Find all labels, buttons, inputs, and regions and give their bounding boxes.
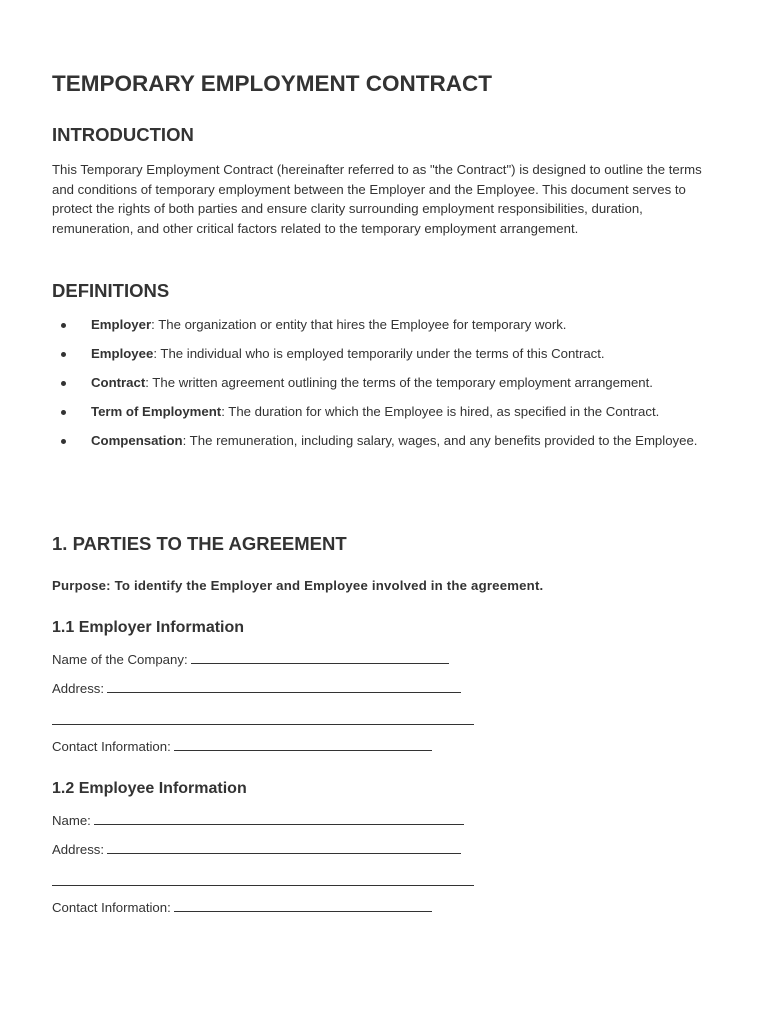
definition-text: : The organization or entity that hires the Employee for temporary work. [151,317,567,332]
employer-address-blank[interactable] [107,680,461,693]
parties-heading: 1. PARTIES TO THE AGREEMENT [52,533,347,554]
bullet-icon [61,323,66,328]
definition-term: Contract [91,375,146,391]
company-name-blank[interactable] [191,651,449,664]
definition-term: Term of Employment [91,404,222,420]
bullet-icon [61,410,66,415]
definition-term: Employer [91,317,152,332]
employee-contact-field[interactable] [52,899,432,915]
employer-contact-field[interactable] [52,738,432,754]
employer-address-field[interactable] [52,680,461,696]
employee-name-blank[interactable] [94,812,464,825]
bullet-icon [61,439,66,444]
company-name-field[interactable] [52,651,449,667]
definition-item-employee [52,344,712,364]
employee-contact-blank[interactable] [174,899,432,912]
employee-address-field[interactable] [52,841,461,857]
definition-item-term-of-employment [52,402,712,422]
introduction-heading: INTRODUCTION [52,124,194,145]
employee-name-label: Name: [52,813,91,828]
definition-item-compensation [52,431,712,451]
bullet-icon [61,381,66,386]
employee-address-label: Address: [52,842,105,857]
employer-contact-label: Contact Information: [52,739,171,754]
employer-address-blank-line-2[interactable] [52,723,474,725]
definitions-heading: DEFINITIONS [52,280,170,301]
parties-purpose: Purpose: To identify the Employer and Employee involved in the agreement. [52,578,544,593]
employee-info-heading: 1.2 Employee Information [52,780,247,797]
employee-name-field[interactable] [52,812,464,828]
employer-contact-blank[interactable] [174,738,432,751]
definitions-list [52,315,712,460]
document-title: TEMPORARY EMPLOYMENT CONTRACT [52,71,493,96]
employee-address-blank-line-2[interactable] [52,884,474,886]
definition-text: : The duration for which the Employee is hired, as specified in the Contract. [221,404,660,420]
employee-address-blank[interactable] [107,841,461,854]
definition-item-contract [52,373,712,393]
definition-text: : The written agreement outlining the terms of the temporary employment arrangement. [145,375,653,391]
bullet-icon [61,352,66,357]
definition-item-employer [52,315,712,335]
introduction-body: This Temporary Employment Contract (hereinafter referred to as "the Contract") is designed to outline the terms and conditions of temporary employment between the Employer and the Employee. This document serves to protect the rights of both parties and ensure clarity surrounding employment responsibilities, duration, remuneration, and other critical factors related to the temporary employment arrangement. [52,162,702,236]
employer-address-label: Address: [52,681,105,696]
employee-contact-label: Contact Information: [52,900,171,915]
definition-term: Compensation [91,433,183,449]
definition-term: Employee [91,346,154,362]
definition-text: : The remuneration, including salary, wages, and any benefits provided to the Employee. [182,433,698,449]
employer-info-heading: 1.1 Employer Information [52,619,245,636]
company-name-label: Name of the Company: [52,652,188,667]
definition-text: : The individual who is employed temporarily under the terms of this Contract. [153,346,605,362]
